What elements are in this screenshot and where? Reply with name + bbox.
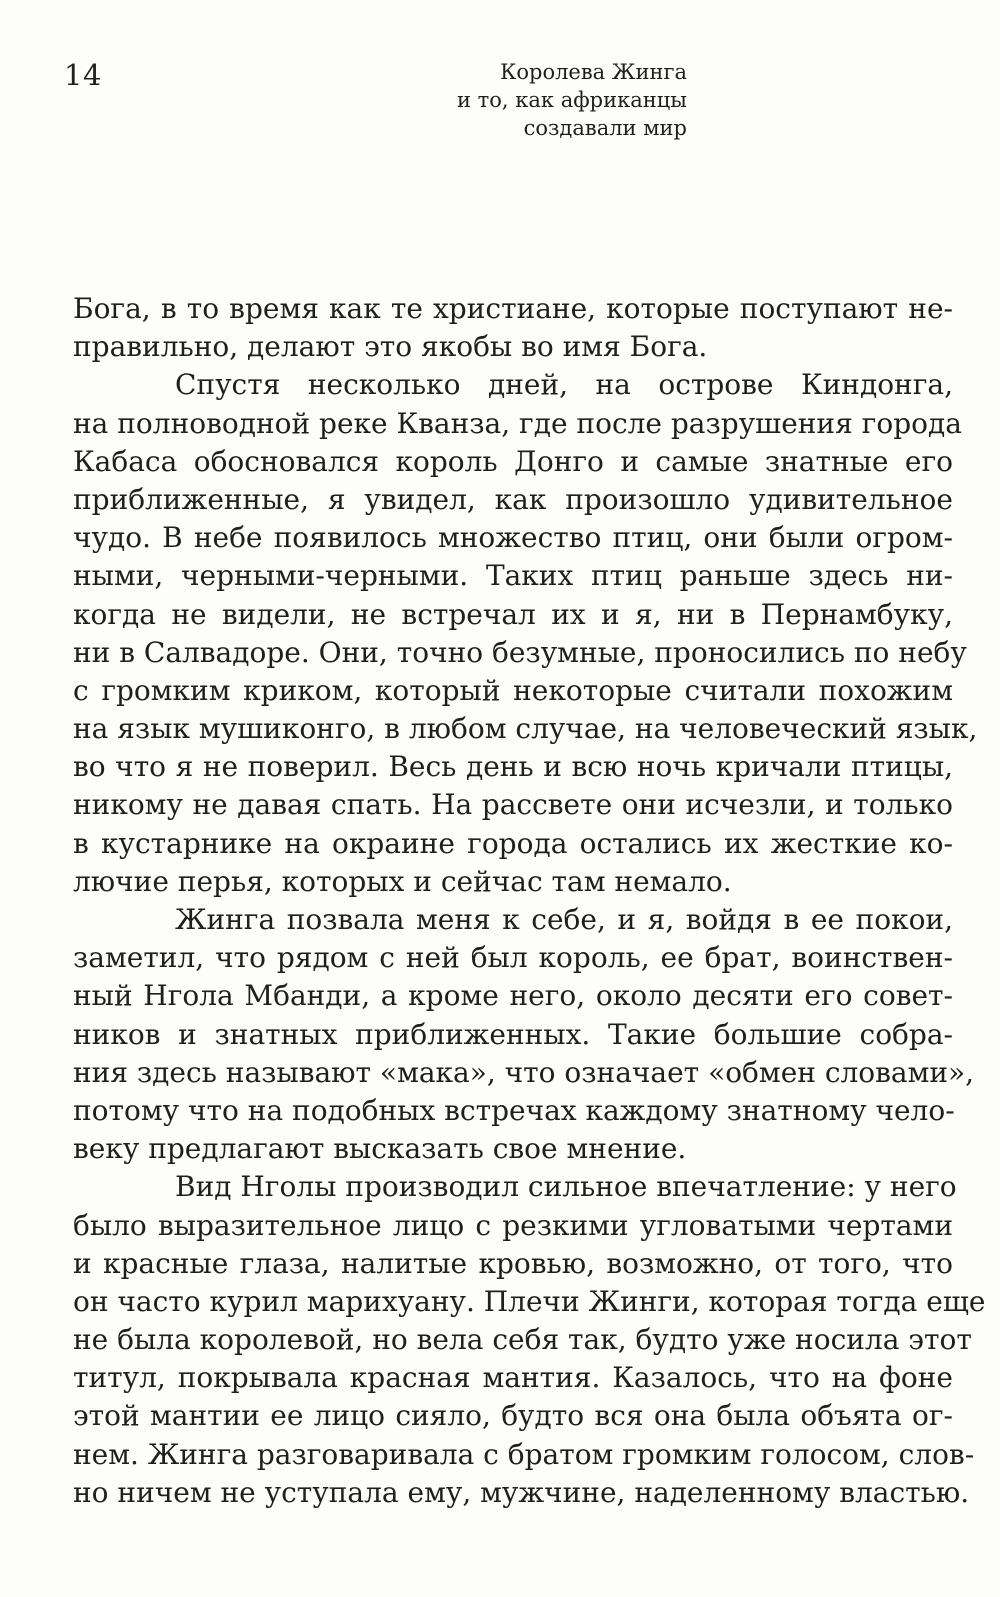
text-line: лючие перья, которых и сейчас там немало. bbox=[73, 864, 732, 898]
paragraph-first-line: Вид Нголы производил сильное впечатление: у него bbox=[175, 1170, 957, 1204]
text-line: никому не давая спать. На рассвете они исчезли, и только bbox=[73, 788, 953, 822]
text-line: ников и знатных приближенных. Такие большие собра- bbox=[73, 1017, 953, 1051]
text-line: ными, черными-черными. Таких птиц раньше здесь ни- bbox=[73, 559, 953, 593]
text-line: когда не видели, не встречал их и я, ни в Пернамбуку, bbox=[73, 597, 953, 631]
text-line: титул, покрывала красная мантия. Казалось, что на фоне bbox=[73, 1361, 953, 1395]
paragraph-first-line: Спустя несколько дней, на острове Киндонга, bbox=[175, 368, 953, 402]
text-line: ни в Салвадоре. Они, точно безумные, проносились по небу bbox=[73, 635, 967, 669]
paragraph-first-line: Жинга позвала меня к себе, и я, войдя в ее покои, bbox=[175, 903, 953, 936]
text-line: потому что на подобных встречах каждому знатному чело- bbox=[73, 1093, 955, 1127]
text-line: веку предлагают высказать свое мнение. bbox=[73, 1132, 687, 1166]
text-line: на язык мушиконго, в любом случае, на человеческий язык, bbox=[73, 712, 978, 746]
running-head-line: Королева Жинга bbox=[500, 60, 687, 84]
text-line: но ничем не уступала ему, мужчине, наделенному властью. bbox=[73, 1475, 970, 1509]
text-line: было выразительное лицо с резкими угловатыми чертами bbox=[73, 1208, 953, 1242]
text-line: Кабаса обосновался король Донго и самые знатные его bbox=[73, 444, 953, 478]
text-line: нем. Жинга разговаривала с братом громким голосом, слов- bbox=[73, 1437, 975, 1471]
text-line: этой мантии ее лицо сияло, будто вся она была объята ог- bbox=[73, 1399, 953, 1433]
text-line: и красные глаза, налитые кровью, возможно, от того, что bbox=[73, 1246, 953, 1280]
running-head bbox=[457, 58, 687, 142]
text-line: ния здесь называют «мака», что означает «обмен словами», bbox=[73, 1055, 975, 1089]
body-text bbox=[73, 290, 986, 1512]
text-line: с громким криком, который некоторые считали похожим bbox=[73, 673, 953, 707]
text-line: правильно, делают это якобы во имя Бога. bbox=[73, 330, 708, 364]
text-line: на полноводной реке Кванза, где после разрушения города bbox=[73, 406, 962, 440]
text-line: приближенные, я увидел, как произошло удивительное bbox=[73, 482, 953, 516]
page-number: 14 bbox=[64, 58, 102, 92]
text-line: ный Нгола Мбанди, а кроме него, около десяти его совет- bbox=[73, 979, 953, 1013]
text-line: не была королевой, но вела себя так, будто уже носила этот bbox=[73, 1323, 972, 1357]
text-line: Бога, в то время как те христиане, которые поступают не- bbox=[73, 292, 953, 325]
running-head-line: создавали мир bbox=[523, 116, 687, 140]
text-line: во что я не поверил. Весь день и всю ночь кричали птицы, bbox=[73, 750, 953, 784]
text-line: он часто курил марихуану. Плечи Жинги, которая тогда еще bbox=[73, 1284, 986, 1318]
text-line: заметил, что рядом с ней был король, ее брат, воинствен- bbox=[73, 941, 953, 975]
text-line: в кустарнике на окраине города остались их жесткие ко- bbox=[73, 826, 953, 860]
running-head-line: и то, как африканцы bbox=[457, 88, 687, 112]
text-line: чудо. В небе появилось множество птиц, они были огром- bbox=[73, 521, 953, 555]
